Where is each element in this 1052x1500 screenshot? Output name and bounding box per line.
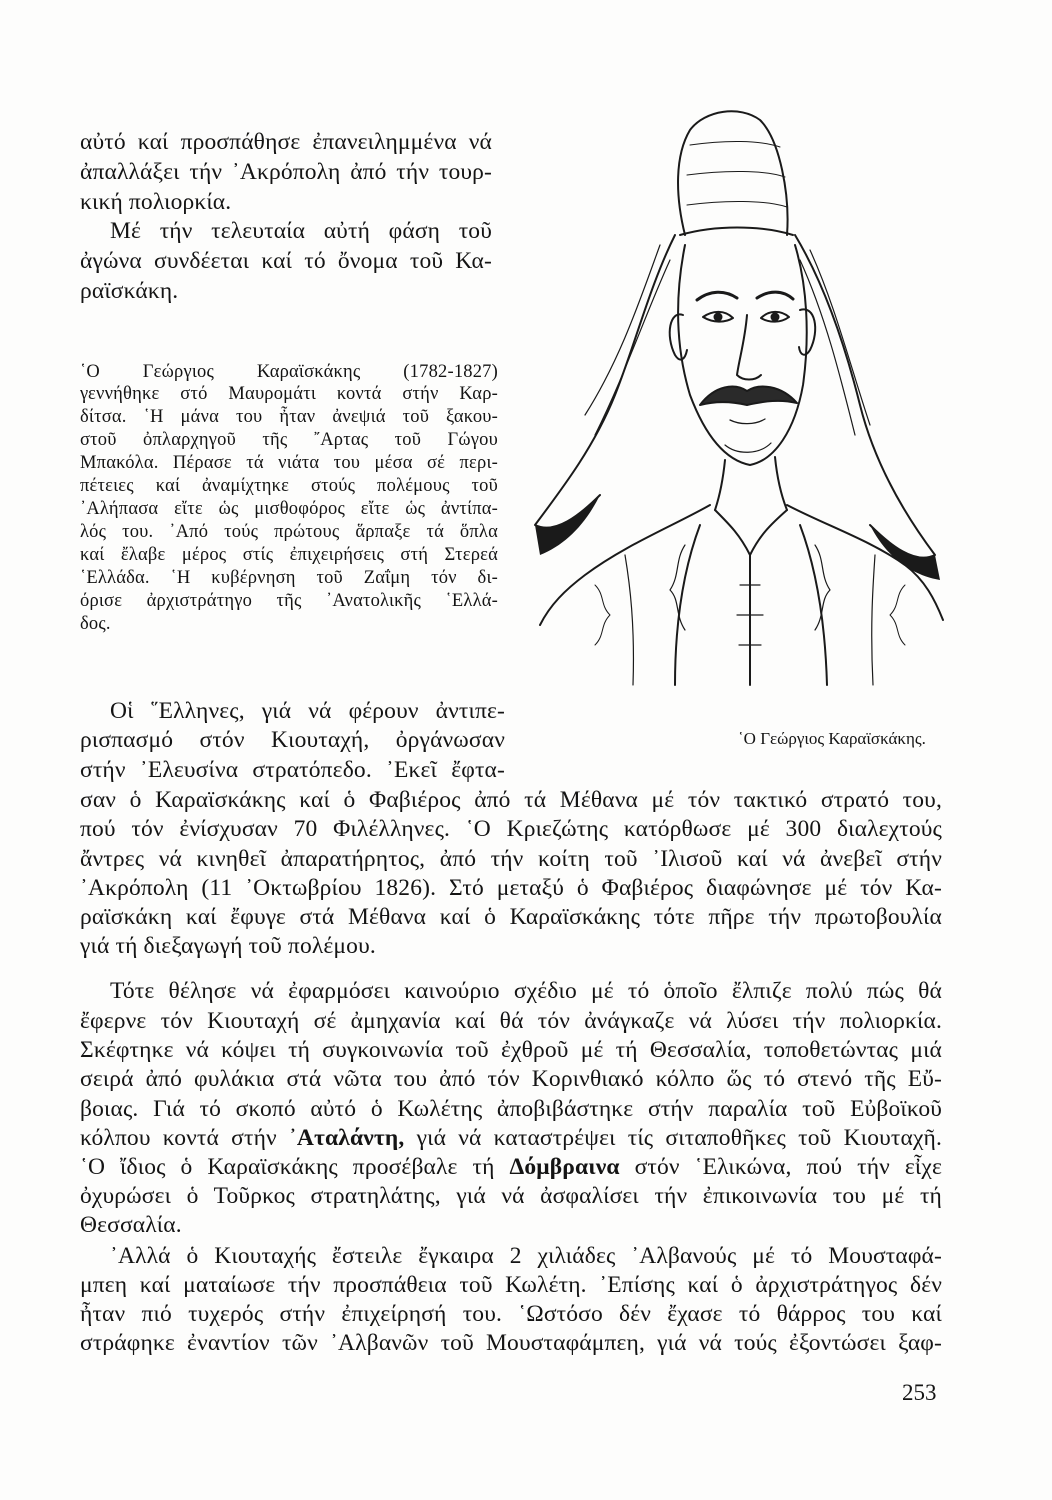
bio-line: καί ἔλαβε μέρος στίς ἐπιχειρήσεις στή Στερεά (80, 545, 498, 565)
bio-line: δος. (80, 614, 111, 634)
para4-line: στράφηκε ἐναντίον τῶν ᾿Αλβανῶν τοῦ Μουσταφάμπεη, γιά νά τούς ἐξοντώσει ξαφ- (80, 1330, 942, 1356)
para3-text: ῾Ο ἴδιος ὁ Καραϊσκάκης προσέβαλε τή (80, 1154, 510, 1180)
bio-line: ῾Ο Γεώργιος Καραϊσκάκης (1782-1827) (80, 362, 498, 382)
portrait-illustration (525, 85, 950, 705)
intro-line: κική πολιορκία. (80, 189, 232, 215)
para3-line: ὀχυρώσει ὁ Τοῦρκος στρατηλάτης, γιά νά ἀσφαλίσει τήν ἐπικοινωνία του μέ τή (80, 1183, 942, 1209)
bio-line: πέτειες καί ἀναμίχτηκε στούς πολέμους τοῦ (80, 476, 498, 496)
para2-line: σαν ὁ Καραϊσκάκης καί ὁ Φαβιέρος ἀπό τά Μέθανα μέ τόν τακτικό στρατό του, (80, 787, 942, 813)
para2-line: Οἱ ῞Ελληνες, γιά νά φέρουν ἀντιπε- (110, 698, 505, 724)
para3-line (80, 1156, 942, 1180)
place-name-domvraina: Δόμβραινα (509, 1154, 620, 1180)
bio-line: Μπακόλα. Πέρασε τά νιάτα του μέσα σέ περι- (80, 453, 498, 473)
para3-line: Τότε θέλησε νά ἐφαρμόσει καινούριο σχέδιο μέ τό ὁποῖο ἔλπιζε πολύ πώς θά (110, 978, 942, 1004)
bio-line: όρισε ἀρχιστράτηγο τῆς ᾿Ανατολικῆς ῾Ελλά- (80, 591, 498, 611)
para3-line (80, 1127, 942, 1151)
portrait-caption: ῾Ο Γεώργιος Καραϊσκάκης. (738, 729, 926, 748)
page-number: 253 (902, 1380, 937, 1405)
para2-line: στήν ᾿Ελευσίνα στρατόπεδο. ᾿Εκεῖ ἔφτα- (80, 757, 505, 783)
para3-line: Σκέφτηκε νά κόψει τή συγκοινωνία τοῦ ἐχθροῦ μέ τή Θεσσαλία, τοποθετώντας μιά (80, 1037, 942, 1063)
intro-line: αὐτό καί προσπάθησε ἐπανειλημμένα νά (80, 129, 492, 155)
intro-line: ἀπαλλάξει τήν ᾿Ακρόπολη ἀπό τήν τουρ- (80, 159, 492, 185)
bio-line: λός του. ᾿Από τούς πρώτους ἅρπαξε τά ὅπλα (80, 522, 498, 542)
bio-line: ῾Ελλάδα. ῾Η κυβέρνηση τοῦ Ζαΐμη τόν δι- (80, 568, 498, 588)
para4-line: ἦταν πιό τυχερός στήν ἐπιχείρησή του. ῾Ωστόσο δέν ἔχασε τό θάρρος του καί (80, 1301, 942, 1327)
para2-line: ραϊσκάκη καί ἔφυγε στά Μέθανα καί ὁ Καραϊσκάκης τότε πῆρε τήν πρωτοβουλία (80, 904, 942, 930)
intro-line: ἀγώνα συνδέεται καί τό ὄνομα τοῦ Κα- (80, 248, 492, 274)
para3-text: στόν ῾Ελικώνα, πού τήν εἶχε (619, 1154, 942, 1180)
para2-line: ρισπασμό στόν Κιουταχή, ὀργάνωσαν (80, 727, 505, 753)
bio-line: στοῦ ὀπλαρχηγοῦ τῆς ῎Αρτας τοῦ Γώγου (80, 430, 498, 450)
para2-line: ᾿Ακρόπολη (11 ᾿Οκτωβρίου 1826). Στό μεταξύ ὁ Φαβιέρος διαφώνησε μέ τόν Κα- (80, 875, 942, 901)
bio-line: ᾿Αλήπασα εἴτε ὡς μισθοφόρος εἴτε ὡς ἀντίπα- (80, 499, 498, 519)
para3-line: ἔφερνε τόν Κιουταχή σέ ἀμηχανία καί θά τόν ἀνάγκαζε νά λύσει τήν πολιορκία. (80, 1008, 942, 1034)
para3-line: βοιας. Γιά τό σκοπό αὐτό ὁ Κωλέτης ἀποβιβάστηκε στήν παραλία τοῦ Εὐβοϊκοῦ (80, 1096, 942, 1122)
para2-line: γιά τή διεξαγωγή τοῦ πολέμου. (80, 933, 376, 959)
place-name-atalanti: ᾿Αταλάντη, (288, 1125, 405, 1151)
bio-line: γεννήθηκε στό Μαυρομάτι κοντά στήν Καρ- (80, 384, 498, 404)
para3-line: σειρά ἀπό φυλάκια στά νῶτα του ἀπό τόν Κορινθιακό κόλπο ὥς τό στενό τῆς Εὔ- (80, 1066, 942, 1092)
para2-line: πού τόν ἐνίσχυσαν 70 Φιλέλληνες. ῾Ο Κριεζώτης κατόρθωσε μέ 300 διαλεχτούς (80, 816, 942, 842)
intro-line: ραϊσκάκη. (80, 278, 179, 304)
bio-line: δίτσα. ῾Η μάνα του ἦταν ἀνεψιά τοῦ ξακου- (80, 407, 498, 427)
para3-line: Θεσσαλία. (80, 1212, 182, 1238)
para3-text: γιά νά καταστρέψει τίς σιταποθῆκες τοῦ Κιουταχῆ. (404, 1125, 942, 1151)
para2-line: ἄντρες νά κινηθεῖ ἀπαρατήρητος, ἀπό τήν κοίτη τοῦ ᾿Ιλισοῦ καί νά ἀνεβεῖ στήν (80, 846, 942, 872)
intro-line: Μέ τήν τελευταία αὐτή φάση τοῦ (110, 218, 492, 244)
para3-text: κόλπου κοντά στήν (80, 1125, 289, 1151)
para4-line: μπεη καί ματαίωσε τήν προσπάθεια τοῦ Κωλέτη. ᾿Επίσης καί ὁ ἀρχιστράτηγος δέν (80, 1272, 942, 1298)
para4-line: ᾿Αλλά ὁ Κιουταχής ἔστειλε ἔγκαιρα 2 χιλιάδες ᾿Αλβανούς μέ τό Μουσταφά- (110, 1243, 942, 1269)
